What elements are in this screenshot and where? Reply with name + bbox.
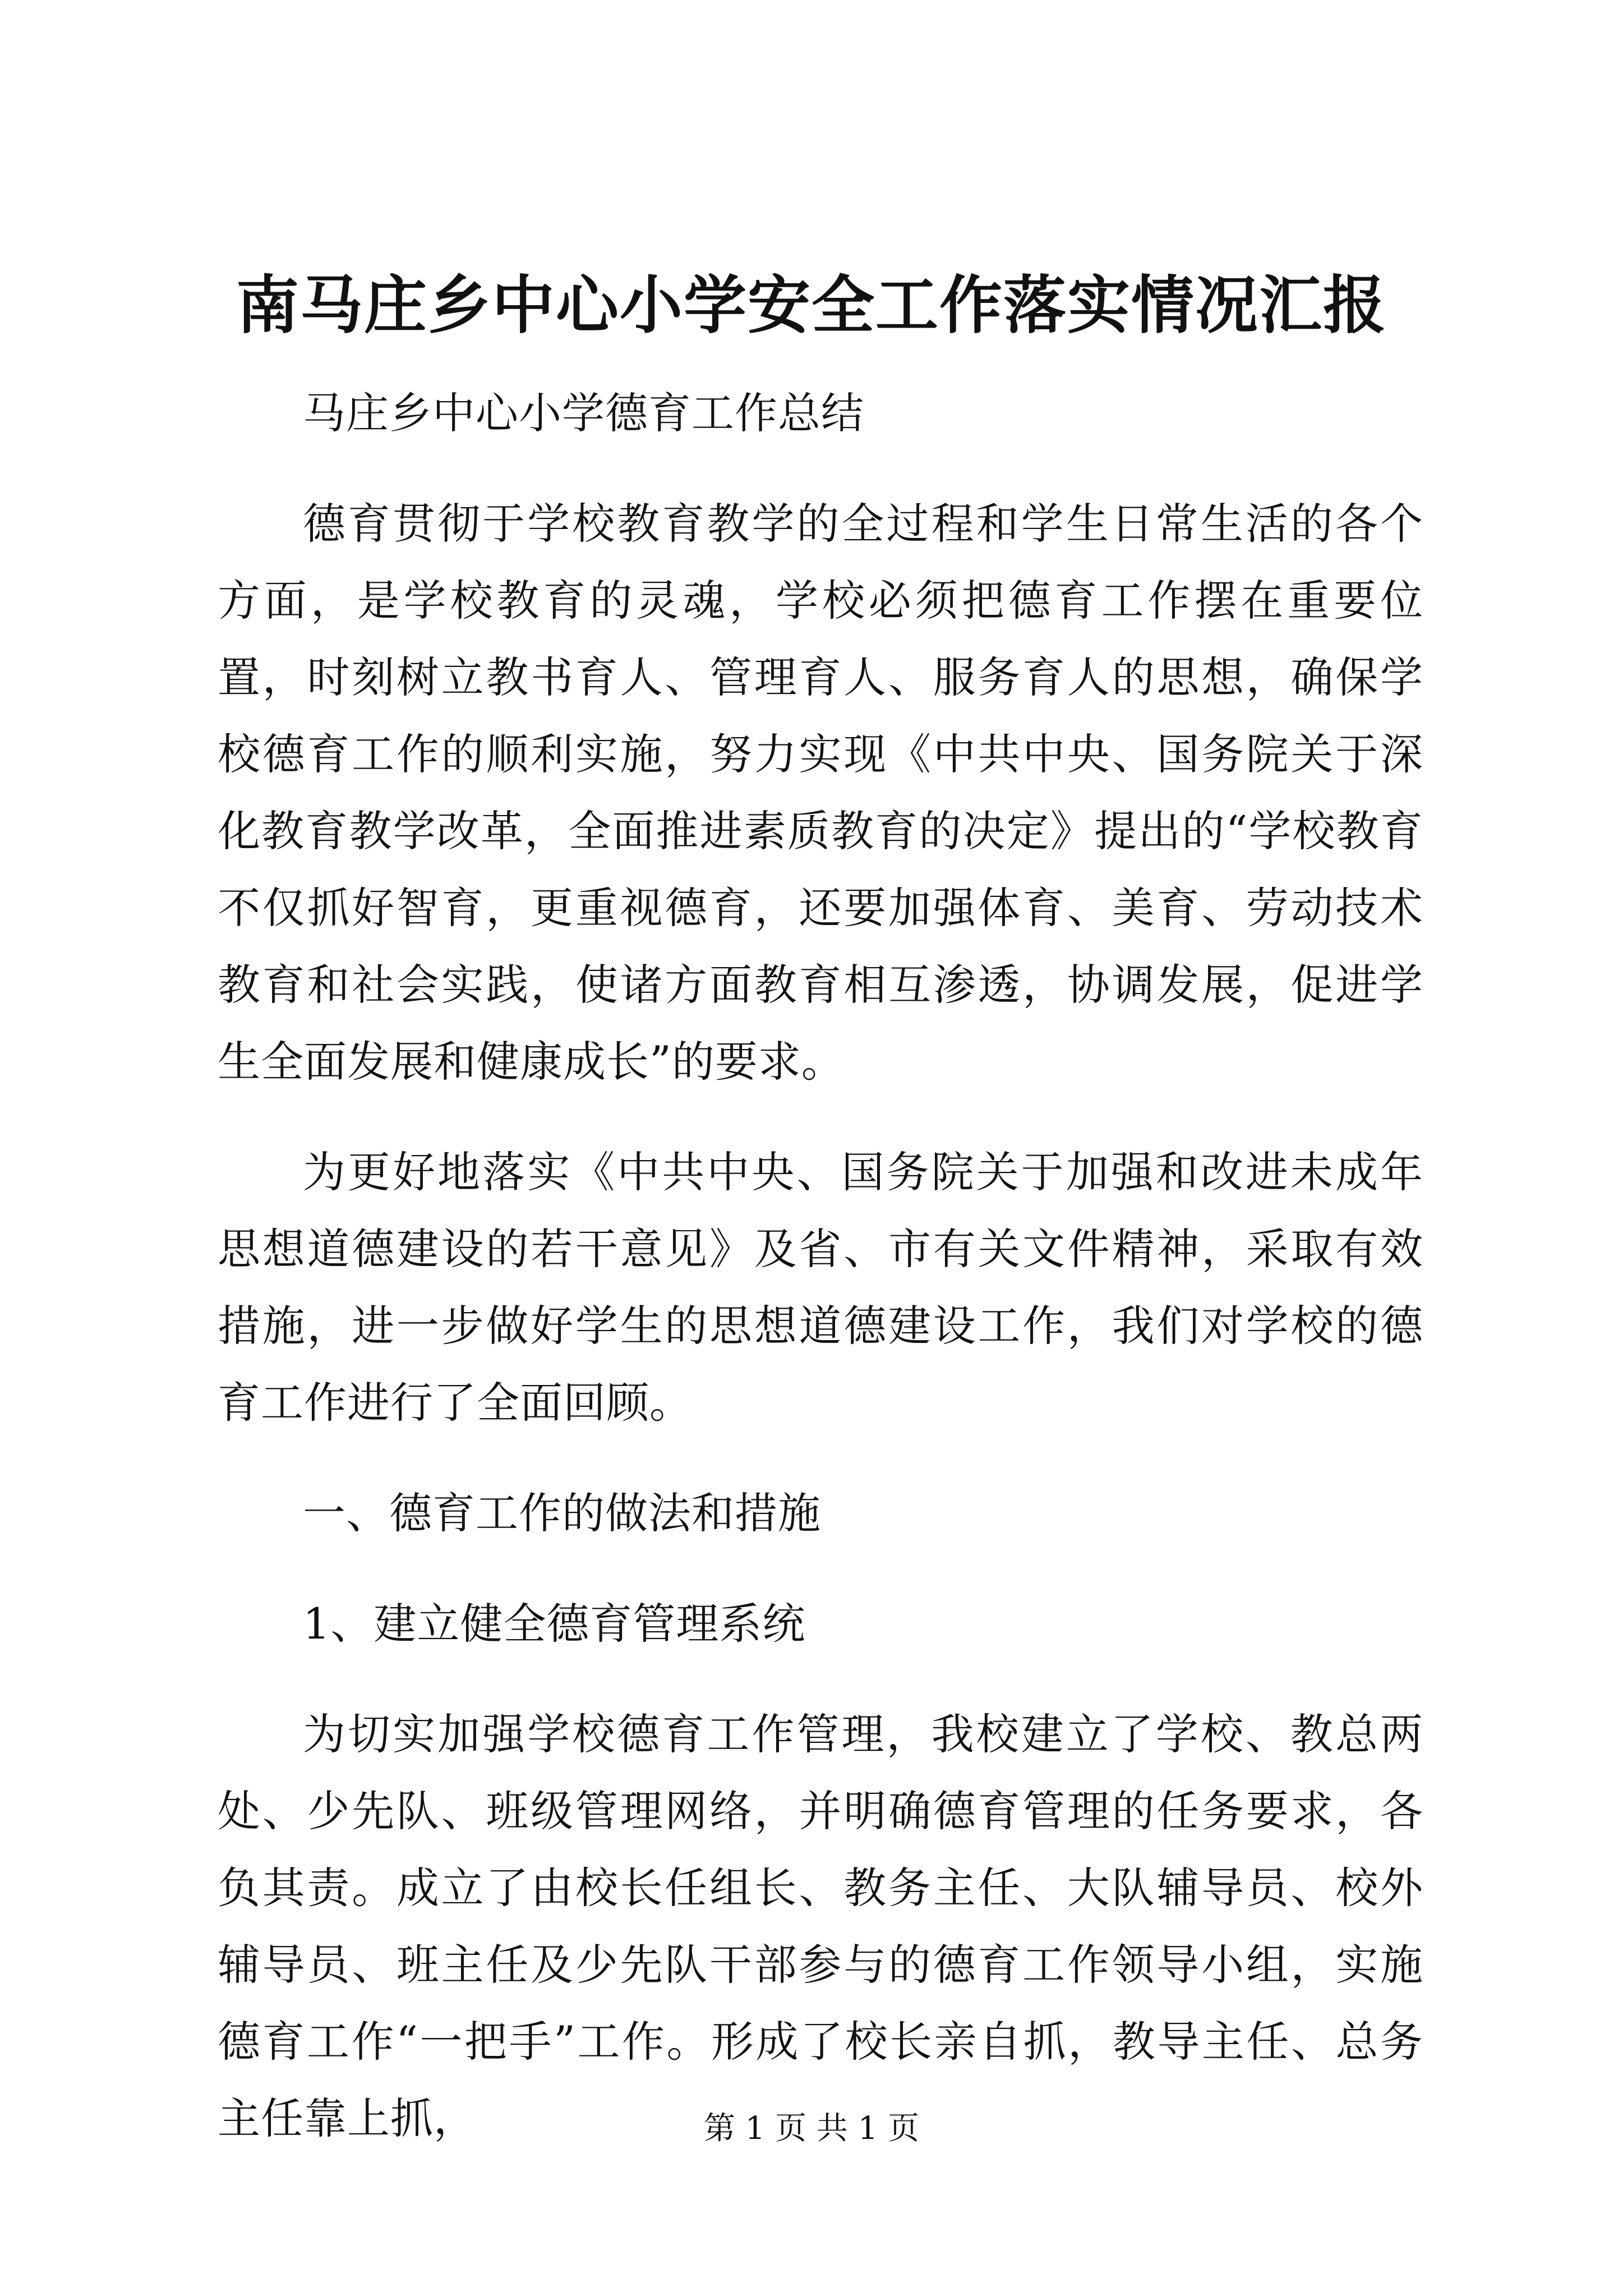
document-body xyxy=(218,375,1423,2191)
section-heading: 一、德育工作的做法和措施 xyxy=(303,1488,821,1538)
subsection-heading: 1、建立健全德育管理系统 xyxy=(303,1599,806,1649)
paragraph: 为更好地落实《中共中央、国务院关于加强和改进未成年思想道德建设的若干意见》及省、市有关文件精神，采取有效措施，进一步做好学生的思想道德建设工作，我们对学校的德育工作进行了全面回顾。 xyxy=(218,1147,1423,1428)
paragraph: 为切实加强学校德育工作管理，我校建立了学校、教总两处、少先队、班级管理网络，并明确德育管理的任务要求，各负其责。成立了由校长任组长、教务主任、大队辅导员、校外辅导员、班主任及少先队干部参与的德育工作领导小组，实施德育工作“一把手”工作。形成了校长亲自抓，教导主任、总务主任靠上抓， xyxy=(218,1709,1423,2143)
page-footer: 第 1 页 共 1 页 xyxy=(703,2110,920,2147)
document-title: 南马庄乡中心小学安全工作落实情况汇报 xyxy=(236,269,1387,342)
paragraph: 德育贯彻于学校教育教学的全过程和学生日常生活的各个方面，是学校教育的灵魂，学校必须把德育工作摆在重要位置，时刻树立教书育人、管理育人、服务育人的思想，确保学校德育工作的顺利实施，努力实现《中共中央、国务院关于深化教育教学改革，全面推进素质教育的决定》提出的“学校教育不仅抓好智育，更重视德育，还要加强体育、美育、劳动技术教育和社会实践，使诸方面教育相互渗透，协调发展，促进学生全面发展和健康成长”的要求。 xyxy=(218,499,1423,1087)
paragraph-subtitle: 马庄乡中心小学德育工作总结 xyxy=(303,388,864,438)
